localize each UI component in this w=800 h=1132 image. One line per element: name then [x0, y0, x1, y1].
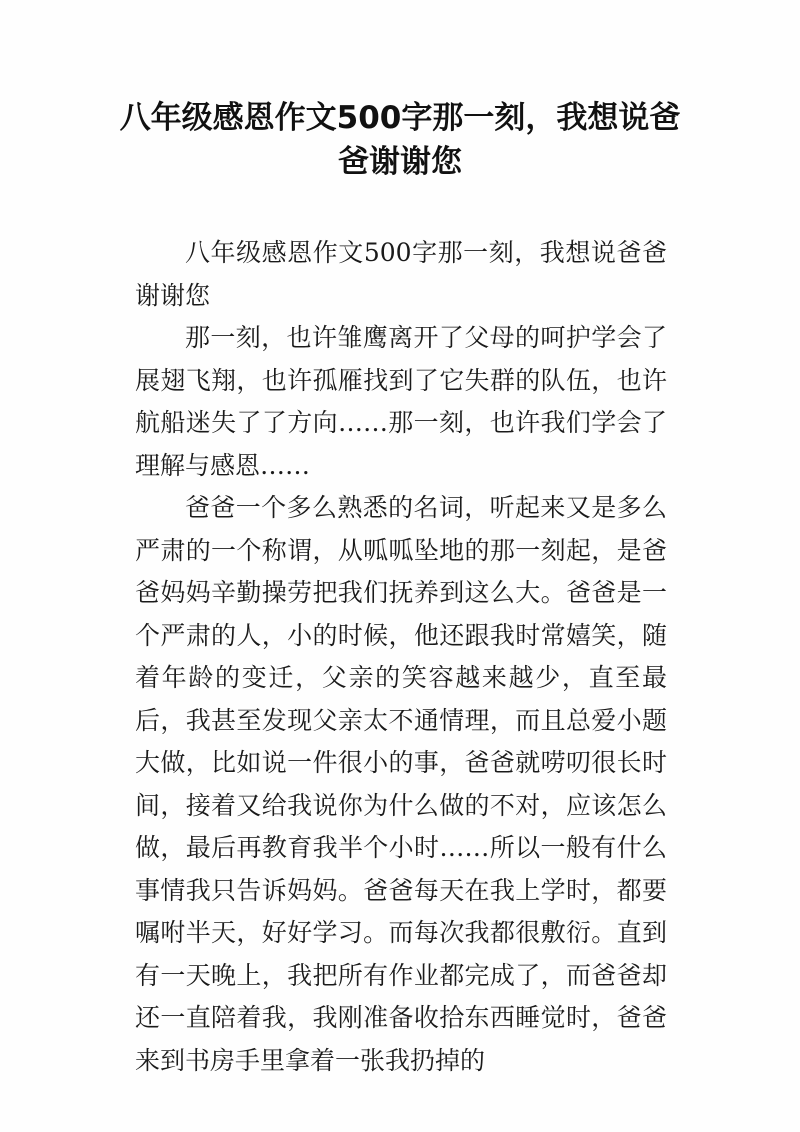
- paragraph-intro: 那一刻，也许雏鹰离开了父母的呵护学会了展翅飞翔，也许孤雁找到了它失群的队伍，也许航船迷失了了方向……那一刻，也许我们学会了理解与感恩……: [135, 323, 667, 480]
- paragraph-heading-repeat: 八年级感恩作文500字那一刻，我想说爸爸谢谢您: [135, 238, 667, 310]
- document-title: 八年级感恩作文500字那一刻，我想说爸爸谢谢您: [119, 100, 681, 180]
- document-body: [135, 232, 667, 1082]
- paragraph-father: 爸爸一个多么熟悉的名词，听起来又是多么严肃的一个称谓，从呱呱坠地的那一刻起，是爸爸妈妈辛勤操劳把我们抚养到这么大。爸爸是一个严肃的人，小的时候，他还跟我时常嬉笑，随着年龄的变迁，父亲的笑容越来越少，直至最后，我甚至发现父亲太不通情理，而且总爱小题大做，比如说一件很小的事，爸爸就唠叨很长时间，接着又给我说你为什么做的不对，应该怎么做，最后再教育我半个小时……所以一般有什么事情我只告诉妈妈。爸爸每天在我上学时，都要嘱咐半天，好好学习。而每次我都很敷衍。直到有一天晚上，我把所有作业都完成了，而爸爸却还一直陪着我，我刚准备收拾东西睡觉时，爸爸来到书房手里拿着一张我扔掉的: [135, 493, 667, 1075]
